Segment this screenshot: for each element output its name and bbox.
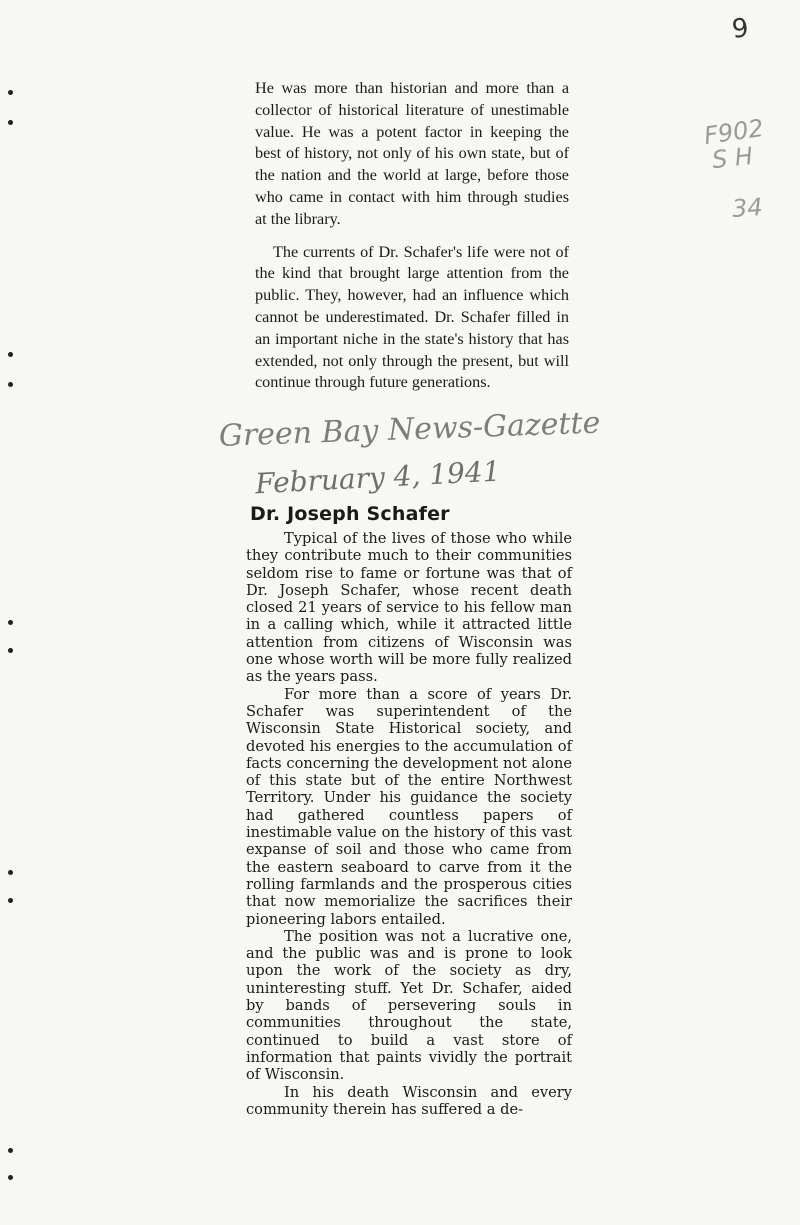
handwritten-source-line: Green Bay News-Gazette: [218, 405, 601, 454]
page-number: 9: [730, 13, 751, 45]
hole-mark: [8, 898, 13, 903]
hole-mark: [8, 382, 13, 387]
hole-mark: [8, 90, 13, 95]
hole-mark: [8, 620, 13, 625]
clipping-top-text: [255, 78, 569, 405]
hole-mark: [8, 648, 13, 653]
article-body: [246, 530, 572, 1118]
hole-mark: [8, 1148, 13, 1153]
margin-note: F902: [702, 113, 766, 151]
hole-mark: [8, 120, 13, 125]
margin-note: 34: [731, 192, 764, 224]
paragraph: For more than a score of years Dr. Schafer was superintendent of the Wisconsin State Historical society, and devoted his energies to the accumulation of facts concerning the development not alone of this state but of the entire Northwest Territory. Under his guidance the society had gathered countless papers of inestimable value on the history of this vast expanse of soil and those who came from the eastern seaboard to carve from it the rolling farmlands and the prosperous cities that now memorialize the sacrifices their pioneering labors entailed.: [246, 685, 572, 928]
hole-mark: [8, 870, 13, 875]
article-headline: Dr. Joseph Schafer: [250, 503, 450, 525]
paragraph: Typical of the lives of those who while they contribute much to their communities seldom rise to fame or fortune was that of Dr. Joseph Schafer, whose recent death closed 21 years of service to his fellow man in a calling which, while it attracted little attention from citizens of Wisconsin was one whose worth will be more fully realized as the years pass.: [246, 530, 572, 686]
paragraph: In his death Wisconsin and every community therein has suffered a de-: [246, 1083, 572, 1118]
paragraph: The position was not a lucrative one, and the public was and is prone to look upon the work of the society as dry, uninteresting stuff. Yet Dr. Schafer, aided by bands of persevering souls in communities throughout the state, continued to build a vast store of information that paints vividly the portrait of Wisconsin.: [246, 927, 572, 1084]
margin-note: S H: [710, 141, 755, 175]
hole-mark: [8, 352, 13, 357]
handwritten-date-line: February 4, 1941: [254, 454, 502, 500]
hole-mark: [8, 1175, 13, 1180]
handwritten-source-note: [215, 405, 605, 500]
binding-hole-marks: [8, 0, 22, 1225]
handwritten-source-svg: [215, 405, 605, 500]
paragraph: He was more than historian and more than a collector of historical literature of unestimable value. He was a potent factor in keeping the best of history, not only of his own state, but of the nation and the world at large, before those who came in contact with him through studies at the library.: [255, 79, 569, 228]
paragraph: The currents of Dr. Schafer's life were not of the kind that brought large attention from the public. They, however, had an influence which cannot be underestimated. Dr. Schafer filled in an important niche in the state's history that has extended, not only through the present, but will continue through future generations.: [255, 242, 569, 392]
